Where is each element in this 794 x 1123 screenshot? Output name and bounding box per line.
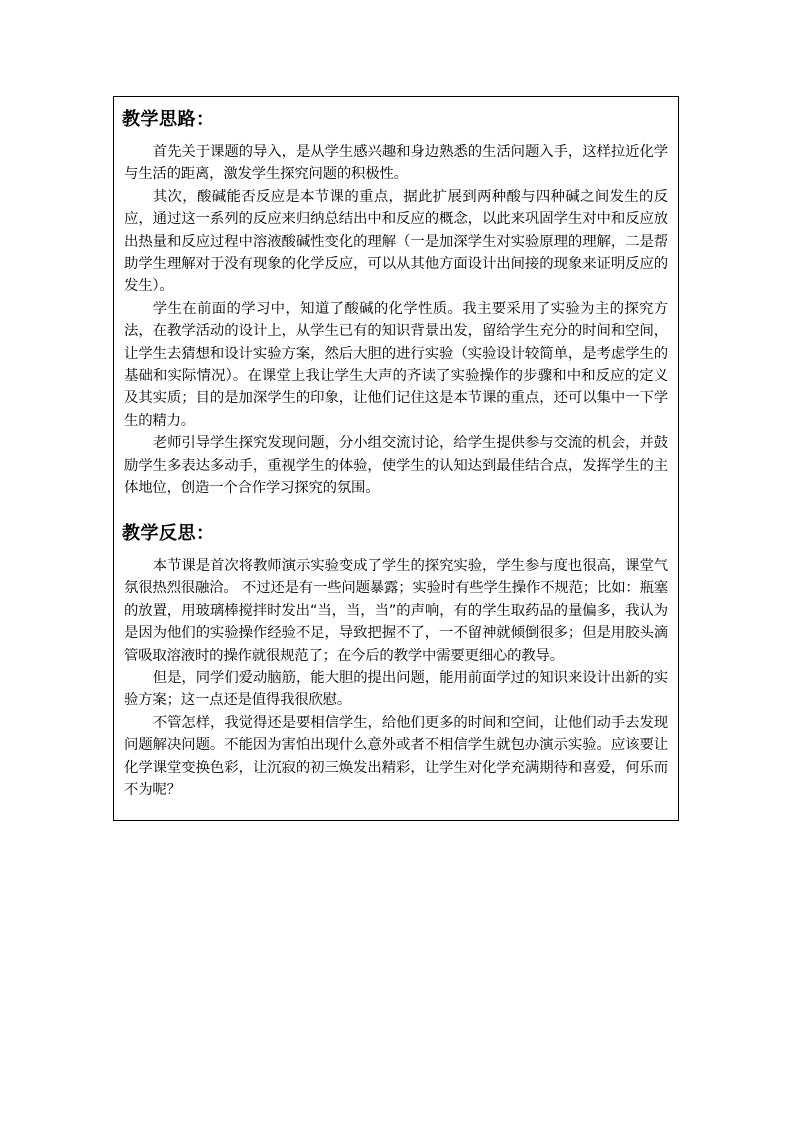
paragraph: 学生在前面的学习中，知道了酸碱的化学性质。我主要采用了实验为主的探究方法，在教学活动的设计上，从学生已有的知识背景出发，留给学生充分的时间和空间，让学生去猜想和设计实验方案，然后大胆的进行实验（实验设计较简单，是考虑学生的基础和实际情况）。在课堂上我让学生大声的齐读了实验操作的步骤和中和反应的定义及其实质；目的是加深学生的印象，让他们记住这是本节课的重点，还可以集中一下学生的精力。: [124, 300, 668, 429]
paragraph: 首先关于课题的导入，是从学生感兴趣和身边熟悉的生活问题入手，这样拉近化学与生活的距离，激发学生探究问题的积极性。: [124, 144, 668, 183]
paragraph: 老师引导学生探究发现问题，分小组交流讨论，给学生提供参与交流的机会，并鼓励学生多表达多动手，重视学生的体验，使学生的认知达到最佳结合点，发挥学生的主体地位，创造一个合作学习探究的氛围。: [124, 435, 668, 497]
paragraph: 但是，同学们爱动脑筋，能大胆的提出问题，能用前面学过的知识来设计出新的实验方案；这一点还是值得我很欣慰。: [124, 670, 668, 709]
section-heading: 教学思路：: [122, 109, 215, 130]
paragraph: 其次，酸碱能否反应是本节课的重点，据此扩展到两种酸与四种碱之间发生的反应，通过这一系列的反应来归纳总结出中和反应的概念，以此来巩固学生对中和反应放出热量和反应过程中溶液酸碱性变化的理解（一是加深学生对实验原理的理解，二是帮助学生理解对于没有现象的化学反应，可以从其他方面设计出间接的现象来证明反应的发生）。: [124, 188, 668, 295]
teaching-reflection-section: [124, 521, 668, 801]
paragraph: 不管怎样，我觉得还是要相信学生，给他们更多的时间和空间，让他们动手去发现问题解决问题。不能因为害怕出现什么意外或者不相信学生就包办演示实验。应该要让化学课堂变换色彩，让沉寂的初三焕发出精彩，让学生对化学充满期待和喜爱，何乐而不为呢？: [124, 714, 668, 799]
teaching-approach-section: [124, 107, 668, 500]
content-box: [113, 96, 679, 821]
section-heading: 教学反思：: [122, 523, 215, 544]
paragraph: 本节课是首次将教师演示实验变成了学生的探究实验，学生参与度也很高，课堂气氛很热烈很融洽。 不过还是有一些问题暴露；实验时有些学生操作不规范；比如：瓶塞的放置，用玻璃棒搅拌时发出“当，当，当”的声响，有的学生取药品的量偏多，我认为是因为他们的实验操作经验不足，导致把握不了，一不留神就倾倒很多；但是用胶头滴管吸取溶液时的操作就很规范了；在今后的教学中需要更细心的教导。: [124, 558, 668, 664]
